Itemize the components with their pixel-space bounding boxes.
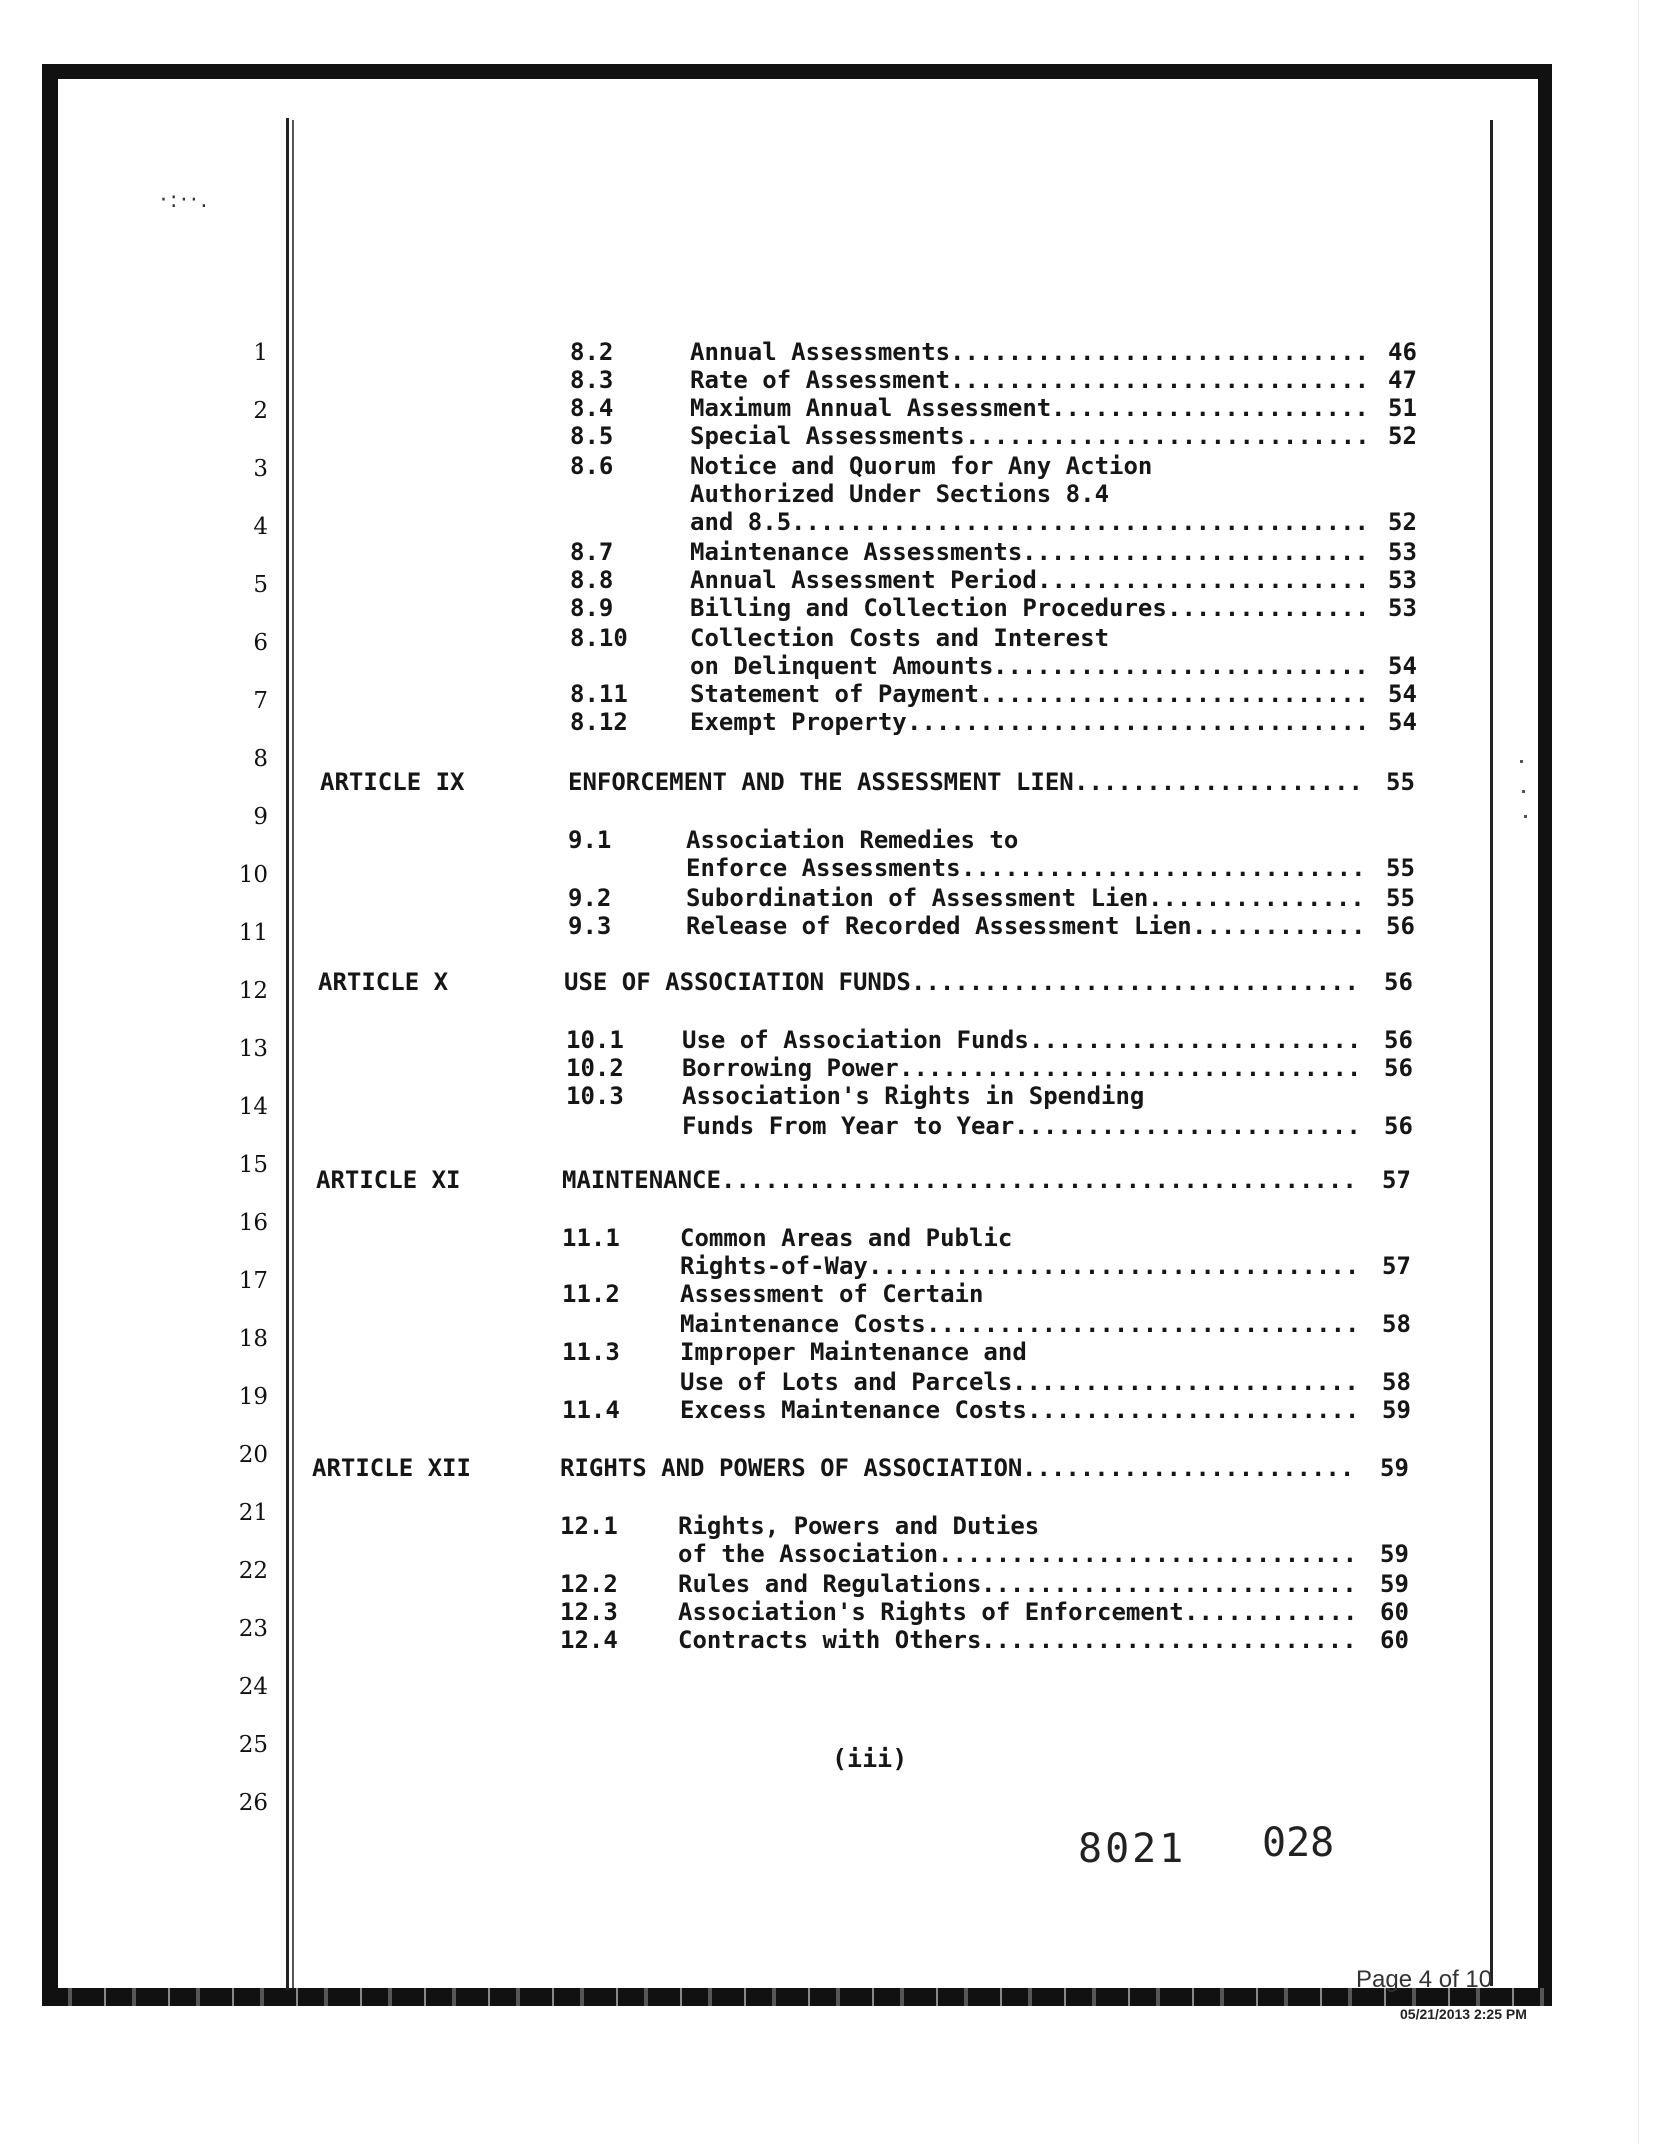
page-number: 57 [1382,1166,1411,1194]
leader-dots: ....................... [1022,1454,1355,1482]
line-number: 9 [253,804,268,830]
section-title: Maximum Annual Assessment [690,394,1052,422]
page-number: 47 [1388,366,1417,394]
leader-dots: ............................................ [721,1166,1357,1194]
section-title: Special Assessments [690,422,965,450]
leader-dots: ................................ [907,708,1370,736]
article-title: RIGHTS AND POWERS OF ASSOCIATION [560,1454,1023,1482]
line-number: 11 [238,920,268,946]
leader-dots: .............. [1167,594,1370,622]
article-label: ARTICLE X [318,968,449,996]
section-title: Assessment of Certain [680,1280,984,1308]
page-number: 54 [1388,652,1417,680]
leader-dots: ....................... [1037,566,1370,594]
leader-dots: .................... [1074,768,1363,796]
leader-dots: .................................. [868,1252,1360,1280]
section-title: Borrowing Power [682,1054,899,1082]
section-title: Association's Rights of Enforcement [678,1598,1184,1626]
leader-dots: ........................... [979,680,1370,708]
section-title-continued: Funds From Year to Year [682,1112,1015,1140]
leader-dots: ........................ [1022,538,1369,566]
line-number: 12 [238,978,268,1004]
page-number: 55 [1386,854,1415,882]
section-title: Maintenance Assessments [690,538,1023,566]
section-number: 11.1 [562,1224,620,1252]
section-title: Rate of Assessment [690,366,951,394]
leader-dots: .......................... [981,1570,1357,1598]
page-number: 52 [1388,508,1417,536]
leader-dots: ...................... [1051,394,1369,422]
page-number: 59 [1382,1396,1411,1424]
recording-book-stamp: 8021 [1078,1826,1187,1872]
recording-page-stamp: 028 [1262,1820,1335,1866]
page-number: 57 [1382,1252,1411,1280]
section-title: Association Remedies to [686,826,1019,854]
page-number: 53 [1388,538,1417,566]
section-number: 10.3 [566,1082,624,1110]
section-title: Association's Rights in Spending [682,1082,1145,1110]
page-number: 56 [1384,1112,1413,1140]
page-number: 54 [1388,680,1417,708]
page-number: 59 [1380,1540,1409,1568]
line-number: 13 [238,1036,268,1062]
section-number: 9.3 [568,912,612,940]
line-number: 1 [253,340,268,366]
line-number: 6 [253,630,268,656]
section-title-continued: Use of Lots and Parcels [680,1368,1013,1396]
line-number: 2 [253,398,268,424]
section-title-continued: on Delinquent Amounts [690,652,994,680]
section-title-continued: Maintenance Costs [680,1310,926,1338]
article-label: ARTICLE XII [312,1454,471,1482]
leader-dots: ............ [1184,1598,1358,1626]
page-number: 56 [1386,912,1415,940]
leader-dots: .......................... [993,652,1369,680]
section-title: Annual Assessment Period [690,566,1037,594]
section-title: Release of Recorded Assessment Lien [686,912,1192,940]
line-number: 8 [253,746,268,772]
leader-dots: ............................ [961,854,1366,882]
page-number: 54 [1388,708,1417,736]
section-title: Contracts with Others [678,1626,982,1654]
section-title: Subordination of Assessment Lien [686,884,1149,912]
section-number: 10.1 [566,1026,624,1054]
section-number: 8.4 [570,394,614,422]
section-number: 12.1 [560,1512,618,1540]
section-title-continued: Authorized Under Sections 8.4 [690,480,1110,508]
section-number: 8.8 [570,566,614,594]
section-title: Common Areas and Public [680,1224,1013,1252]
line-number: 10 [238,862,268,888]
line-number: 23 [238,1616,268,1642]
leader-dots: ........................ [1012,1368,1359,1396]
section-number: 9.2 [568,884,612,912]
article-label: ARTICLE IX [320,768,465,796]
leader-dots: ........................................ [791,508,1369,536]
section-title: Exempt Property [690,708,907,736]
print-timestamp: 05/21/2013 2:25 PM [1400,2006,1527,2022]
line-number: 14 [238,1094,268,1120]
page-counter: Page 4 of 10 [1356,1966,1493,1993]
section-title: Rules and Regulations [678,1570,982,1598]
section-title-continued: and 8.5 [690,508,792,536]
section-number: 8.12 [570,708,628,736]
section-number: 8.10 [570,624,628,652]
section-number: 11.2 [562,1280,620,1308]
section-number: 11.3 [562,1338,620,1366]
section-title: Improper Maintenance and [680,1338,1027,1366]
line-number: 21 [238,1500,268,1526]
section-number: 12.3 [560,1598,618,1626]
line-number: 24 [238,1674,268,1700]
line-number: 5 [253,572,268,598]
page-footer-number: (iii) [832,1744,908,1773]
page-number: 53 [1388,594,1417,622]
article-title: MAINTENANCE [562,1166,721,1194]
leader-dots: .......................... [981,1626,1357,1654]
page-number: 56 [1384,1054,1413,1082]
section-title-continued: Rights-of-Way [680,1252,868,1280]
section-number: 8.2 [570,338,614,366]
corner-mark: ·:··. [160,188,211,213]
line-number: 4 [253,514,268,540]
section-number: 10.2 [566,1054,624,1082]
section-number: 8.6 [570,452,614,480]
section-title: Billing and Collection Procedures [690,594,1167,622]
section-number: 11.4 [562,1396,620,1424]
line-number: 17 [238,1268,268,1294]
line-number: 19 [238,1384,268,1410]
line-number: 25 [238,1732,268,1758]
leader-dots: ....................... [1027,1396,1360,1424]
section-number: 8.11 [570,680,628,708]
article-title: ENFORCEMENT AND THE ASSESSMENT LIEN [568,768,1074,796]
page-number: 55 [1386,768,1415,796]
page-number: 60 [1380,1598,1409,1626]
page-number: 60 [1380,1626,1409,1654]
section-number: 8.7 [570,538,614,566]
section-number: 8.5 [570,422,614,450]
leader-dots: ............ [1192,912,1366,940]
page-number: 46 [1388,338,1417,366]
page-number: 53 [1388,566,1417,594]
line-number: 3 [253,456,268,482]
leader-dots: .............................. [926,1310,1360,1338]
line-number: 16 [238,1210,268,1236]
section-number: 9.1 [568,826,612,854]
leader-dots: ................................ [899,1054,1362,1082]
section-number: 8.3 [570,366,614,394]
page-number: 55 [1386,884,1415,912]
section-title: Rights, Powers and Duties [678,1512,1040,1540]
section-title: Collection Costs and Interest [690,624,1110,652]
leader-dots: ............................ [965,422,1370,450]
page-number: 56 [1384,1026,1413,1054]
line-number: 26 [238,1790,268,1816]
section-title-continued: Enforce Assessments [686,854,961,882]
section-title: Annual Assessments [690,338,951,366]
section-title: Use of Association Funds [682,1026,1029,1054]
section-title-continued: of the Association [678,1540,939,1568]
page-number: 51 [1388,394,1417,422]
line-number: 15 [238,1152,268,1178]
leader-dots: ............................. [950,338,1370,366]
section-title: Statement of Payment [690,680,979,708]
article-label: ARTICLE XI [316,1166,461,1194]
leader-dots: ............................. [938,1540,1358,1568]
line-number: 7 [253,688,268,714]
section-number: 12.4 [560,1626,618,1654]
scan-border-bottom [42,1988,1552,2006]
section-number: 8.9 [570,594,614,622]
page-number: 59 [1380,1454,1409,1482]
leader-dots: ............... [1148,884,1365,912]
leader-dots: ............................... [911,968,1359,996]
page-number: 59 [1380,1570,1409,1598]
line-number: 18 [238,1326,268,1352]
section-title: Notice and Quorum for Any Action [690,452,1153,480]
section-number: 12.2 [560,1570,618,1598]
article-title: USE OF ASSOCIATION FUNDS [564,968,911,996]
page-number: 56 [1384,968,1413,996]
page-number: 58 [1382,1368,1411,1396]
section-title: Excess Maintenance Costs [680,1396,1027,1424]
leader-dots: ............................. [950,366,1370,394]
line-number: 22 [238,1558,268,1584]
page-number: 52 [1388,422,1417,450]
leader-dots: ....................... [1029,1026,1362,1054]
page-number: 58 [1382,1310,1411,1338]
line-number: 20 [238,1442,268,1468]
leader-dots: ........................ [1014,1112,1361,1140]
